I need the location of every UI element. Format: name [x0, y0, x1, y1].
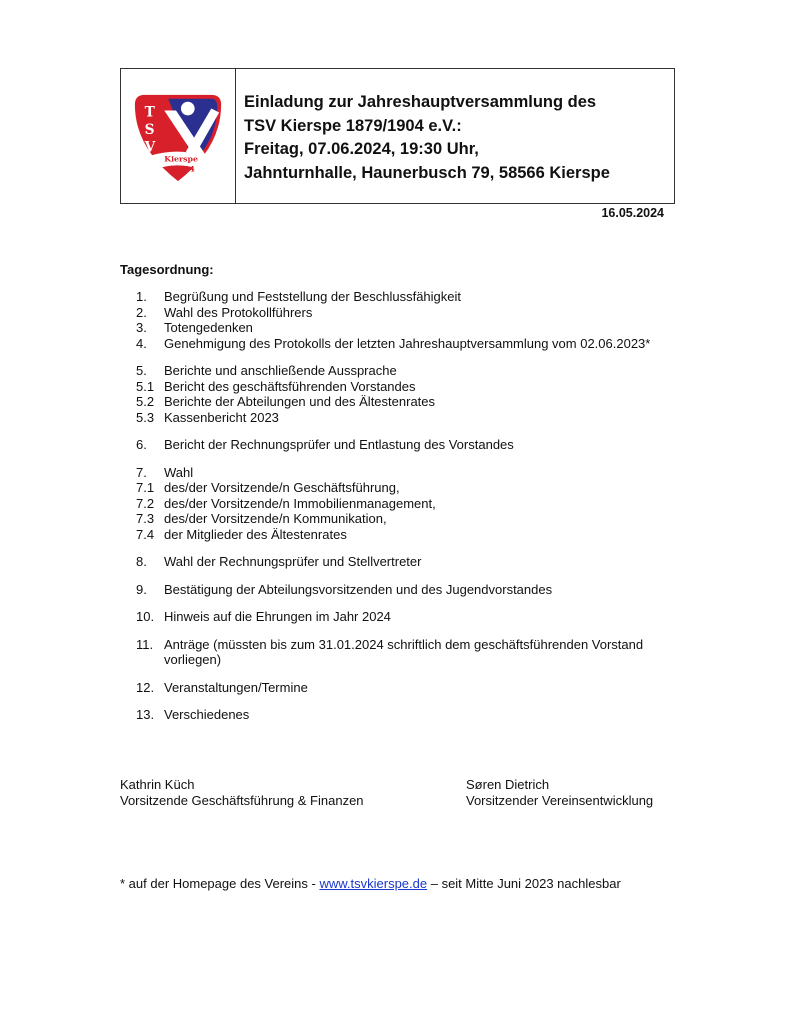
- footnote-suffix: – seit Mitte Juni 2023 nachlesbar: [427, 876, 621, 891]
- agenda-item: [120, 437, 680, 453]
- agenda-item-number: 13.: [136, 707, 155, 722]
- agenda-item-text: Bestätigung der Abteilungsvorsitzenden und des Jugendvorstandes: [164, 581, 553, 597]
- agenda-item: [120, 511, 680, 527]
- agenda-item-number: 7.2: [136, 495, 155, 511]
- agenda-item-text: des/der Vorsitzende/n Kommunikation,: [164, 511, 387, 526]
- agenda-item: [120, 289, 680, 305]
- agenda-group: [120, 289, 680, 351]
- footnote-prefix: * auf der Homepage des Vereins -: [120, 876, 320, 891]
- agenda-item: [120, 394, 680, 410]
- agenda-item-number: 10.: [136, 609, 155, 624]
- agenda-item-number: 9.: [136, 581, 147, 597]
- agenda-item: [120, 363, 680, 379]
- agenda-item-text: Berichte der Abteilungen und des Ältestenrates: [164, 394, 436, 409]
- signature-name: Søren Dietrich: [466, 777, 550, 792]
- logo-cell: [121, 69, 236, 203]
- signature-name: Kathrin Küch: [120, 777, 195, 792]
- title-line-1: Einladung zur Jahreshauptversammlung des: [244, 93, 597, 111]
- agenda-item: [120, 637, 680, 668]
- agenda-item-number: 6.: [136, 437, 147, 452]
- agenda-group: [120, 554, 680, 570]
- agenda-item-number: 7.: [136, 464, 147, 480]
- signature-role: Vorsitzender Vereinsentwicklung: [466, 793, 654, 808]
- agenda-group: [120, 582, 680, 598]
- agenda-group: [120, 609, 680, 625]
- agenda-item-number: 11.: [136, 636, 154, 652]
- agenda-item-text: Begrüßung und Feststellung der Beschlussfähigkeit: [164, 289, 462, 304]
- agenda-item-text: Bericht der Rechnungsprüfer und Entlastung des Vorstandes: [164, 437, 514, 452]
- agenda-item-number: 7.4: [136, 526, 155, 542]
- header-box: [120, 68, 675, 204]
- agenda-item-text: Anträge (müssten bis zum 31.01.2024 schriftlich dem geschäftsführenden Vorstand vorliegen): [164, 636, 644, 667]
- agenda-item: [120, 582, 680, 598]
- agenda-item-text: des/der Vorsitzende/n Immobilienmanagement,: [164, 495, 436, 511]
- agenda-item: [120, 554, 680, 570]
- logo-letter-t: T: [144, 104, 155, 121]
- agenda-item-text: Kassenbericht 2023: [164, 409, 279, 425]
- agenda-item: [120, 465, 680, 481]
- agenda-group: [120, 437, 680, 453]
- agenda-item-number: 5.: [136, 363, 147, 378]
- signature-role: Vorsitzende Geschäftsführung & Finanzen: [120, 793, 364, 808]
- agenda-item-number: 12.: [136, 679, 155, 695]
- agenda-item-text: des/der Vorsitzende/n Geschäftsführung,: [164, 480, 400, 495]
- agenda-item: [120, 305, 680, 321]
- agenda-item-text: Berichte und anschließende Aussprache: [164, 363, 397, 378]
- agenda-item-text: Genehmigung des Protokolls der letzten Jahreshauptversammlung vom 02.06.2023*: [164, 335, 651, 351]
- agenda-group: [120, 363, 680, 425]
- footnote: [120, 876, 621, 891]
- logo-letter-v: V: [144, 139, 156, 156]
- agenda-group: [120, 707, 680, 723]
- agenda-item-number: 7.3: [136, 511, 155, 526]
- agenda-item-text: Totengedenken: [164, 320, 253, 335]
- logo-ribbon-text-1: Kierspe: [164, 154, 199, 164]
- agenda-group: [120, 637, 680, 668]
- agenda-item-text: der Mitglieder des Ältestenrates: [164, 526, 347, 542]
- title-line-4: Jahnturnhalle, Haunerbusch 79, 58566 Kierspe: [244, 163, 610, 182]
- agenda-item-number: 5.1: [136, 378, 155, 394]
- agenda-item: [120, 480, 680, 496]
- logo-letter-s: S: [144, 122, 155, 139]
- document-date: 16.05.2024: [601, 206, 664, 220]
- agenda-group: [120, 680, 680, 696]
- tsv-kierspe-logo: [129, 87, 227, 185]
- agenda-item-text: Veranstaltungen/Termine: [164, 679, 308, 695]
- agenda-item: [120, 707, 680, 723]
- agenda-list: [120, 289, 680, 735]
- agenda-item: [120, 527, 680, 543]
- agenda-item-number: 3.: [136, 320, 147, 335]
- title-cell: [236, 69, 674, 203]
- agenda-item: [120, 379, 680, 395]
- agenda-item-text: Bericht des geschäftsführenden Vorstandes: [164, 378, 416, 394]
- agenda-item-text: Hinweis auf die Ehrungen im Jahr 2024: [164, 609, 391, 624]
- agenda-item: [120, 609, 680, 625]
- agenda-item-text: Wahl: [164, 464, 194, 480]
- agenda-item-number: 8.: [136, 554, 147, 569]
- agenda-item: [120, 336, 680, 352]
- agenda-item-number: 7.1: [136, 480, 155, 495]
- agenda-item-text: Verschiedenes: [164, 707, 250, 722]
- agenda-item-text: Wahl des Protokollführers: [164, 304, 313, 320]
- title-line-3: Freitag, 07.06.2024, 19:30 Uhr,: [244, 140, 479, 158]
- agenda-item: [120, 680, 680, 696]
- agenda-item-number: 1.: [136, 289, 147, 304]
- agenda-item-number: 5.2: [136, 394, 155, 409]
- agenda-title: Tagesordnung:: [120, 262, 214, 277]
- agenda-item-number: 2.: [136, 304, 147, 320]
- signature-right: [466, 777, 653, 809]
- logo-ribbon-text-2: 79/04: [170, 164, 195, 174]
- agenda-item: [120, 320, 680, 336]
- agenda-item-text: Wahl der Rechnungsprüfer und Stellvertreter: [164, 554, 422, 569]
- agenda-item-number: 5.3: [136, 409, 155, 425]
- agenda-item: [120, 410, 680, 426]
- agenda-item: [120, 496, 680, 512]
- agenda-item-number: 4.: [136, 335, 147, 351]
- title-line-2: TSV Kierspe 1879/1904 e.V.:: [244, 116, 462, 135]
- agenda-group: [120, 465, 680, 543]
- homepage-link[interactable]: www.tsvkierspe.de: [319, 876, 428, 891]
- signature-left: [120, 777, 364, 809]
